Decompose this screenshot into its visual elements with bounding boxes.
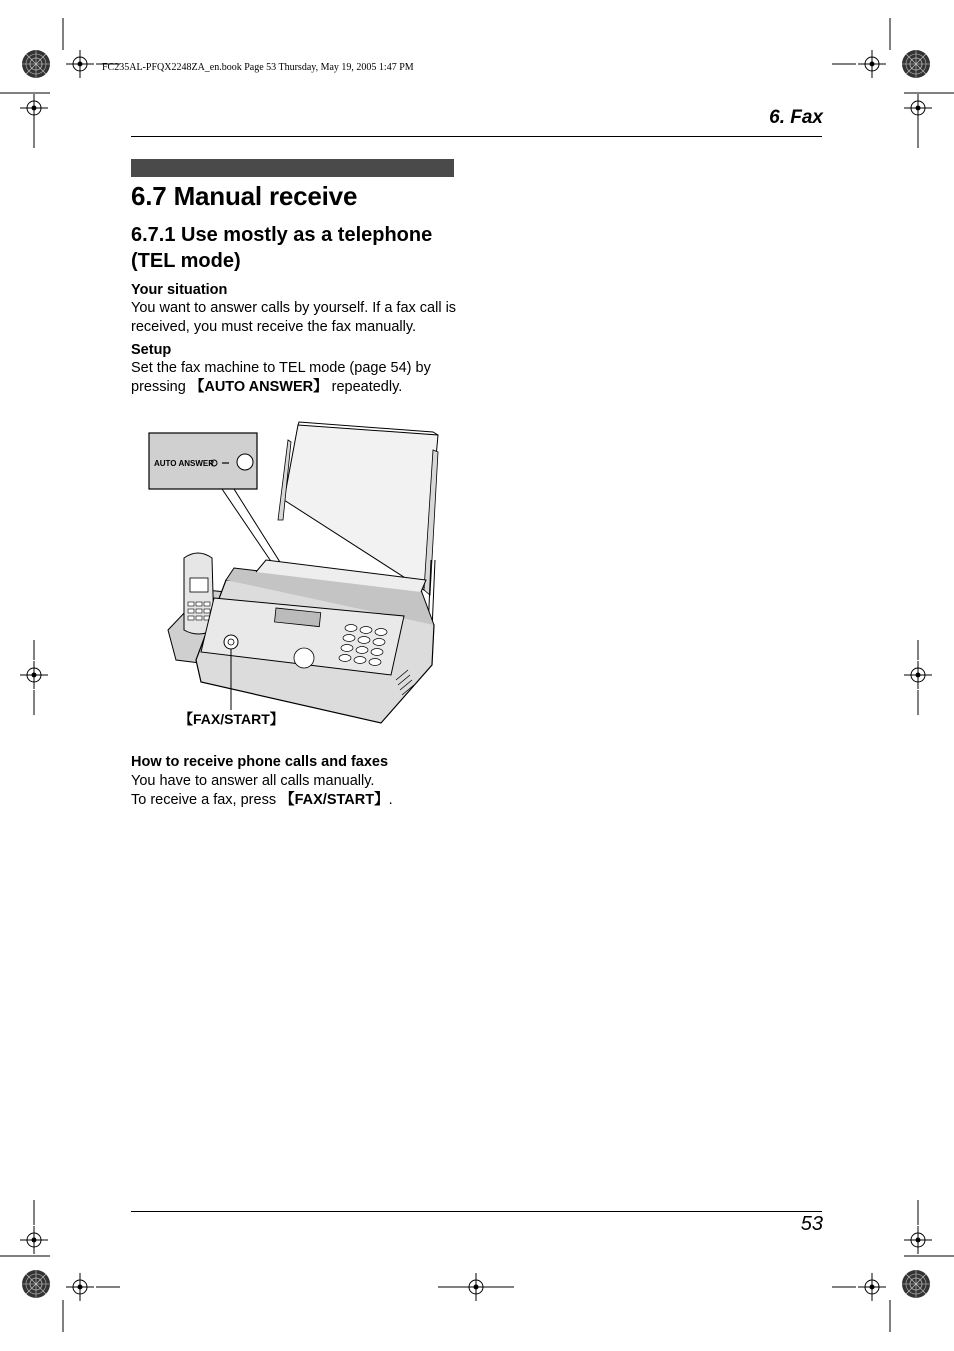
title-bar-decoration xyxy=(131,159,454,177)
auto-answer-button-icon xyxy=(237,454,253,470)
page-number: 53 xyxy=(800,1213,823,1235)
book-file-info: FC235AL-PFQX2248ZA_en.book Page 53 Thursday, May 19, 2005 1:47 PM xyxy=(102,62,414,73)
registration-sunburst-icon xyxy=(22,50,50,78)
footer-rule xyxy=(131,1211,822,1212)
how-to-heading: How to receive phone calls and faxes xyxy=(131,754,389,770)
setup-text: Set the fax machine to TEL mode (page 54) by pressing 【AUTO ANSWER】 repeatedly. xyxy=(131,360,431,395)
page-title: 6.7 Manual receive xyxy=(131,181,358,211)
auto-answer-key: 【AUTO ANSWER】 xyxy=(189,378,328,395)
fax-start-key: 【FAX/START】 xyxy=(280,792,389,808)
how-to-line-1: You have to answer all calls manually. xyxy=(131,773,375,789)
fax-start-callout-label: 【FAX/START】 xyxy=(179,711,284,727)
registration-sunburst-icon xyxy=(902,50,930,78)
section-label: 6. Fax xyxy=(769,107,823,128)
navigator-key-icon xyxy=(294,648,314,668)
registration-sunburst-icon xyxy=(902,1270,930,1298)
your-situation-heading: Your situation xyxy=(131,282,228,298)
section-subtitle: 6.7.1 Use mostly as a telephone (TEL mode) xyxy=(131,224,433,272)
fax-start-button-icon xyxy=(224,635,238,649)
auto-answer-panel-label: AUTO ANSWER xyxy=(154,459,214,468)
fax-machine-illustration xyxy=(146,420,446,730)
your-situation-text: You want to answer calls by yourself. If a fax call is received, you must receive the fax manually. xyxy=(131,300,457,335)
registration-sunburst-icon xyxy=(22,1270,50,1298)
how-to-line-2: To receive a fax, press 【FAX/START】. xyxy=(131,792,393,808)
header-rule xyxy=(131,136,822,137)
setup-heading: Setup xyxy=(131,342,172,358)
